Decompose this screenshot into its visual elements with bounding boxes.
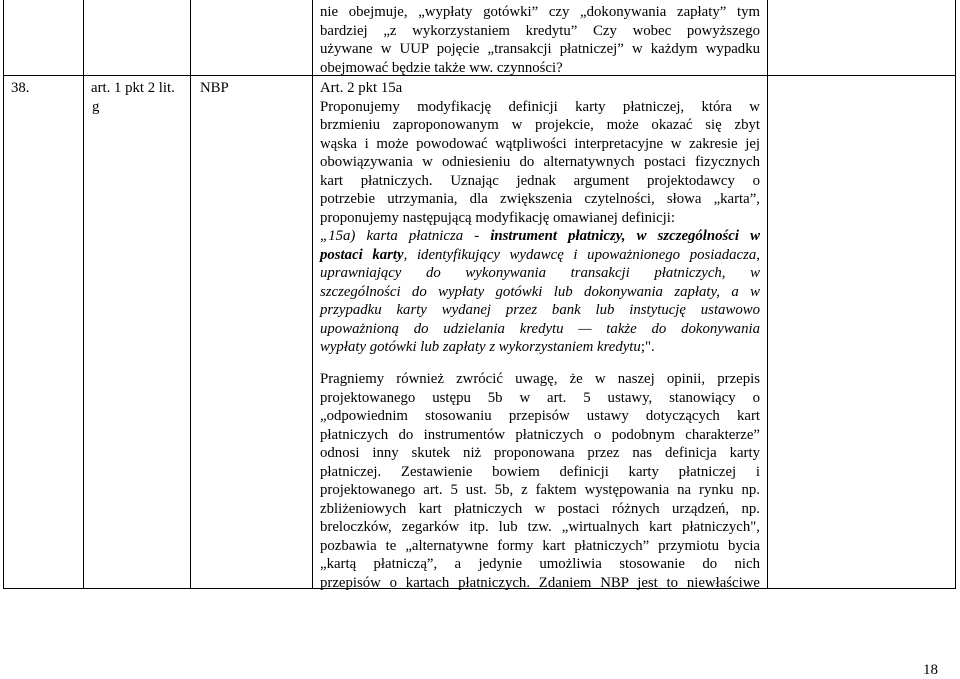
text-line: projektowanego ustępu 5b w art. 5 ustawy, stanowiący o (320, 389, 760, 406)
article-reference-line1: art. 1 pkt 2 lit. (91, 80, 175, 96)
heading-text: Art. 2 pkt 15a (320, 80, 403, 96)
proposal-paragraph (320, 98, 760, 228)
text-line: szczególności do wypłaty gotówki lub dokonywania zapłaty, a w (320, 283, 760, 300)
text-line: obejmować będzie także ww. czynności? (320, 59, 563, 76)
text-line: potrzebie utrzymania, dla zwiększenia czytelności, słowa „karta”, (320, 191, 760, 207)
text-line: uprawniający do wykonywania transakcji płatniczych, w (320, 265, 760, 281)
article-heading (320, 79, 760, 98)
text-line: breloczków, zegarków itp. lub tzw. „wirtualnych kart płatniczych", (320, 519, 760, 535)
text-line: Pragniemy również zwrócić uwagę, że w naszej opinii, przepis (320, 371, 760, 387)
text-line (320, 246, 760, 265)
page-number: 18 (923, 662, 938, 678)
text-line: obowiązywania w odniesieniu do alternatywnych postaci fizycznych (320, 154, 760, 170)
submitter: NBP (200, 80, 229, 96)
text-line: wąska i może powodować wątpliwości interpretacyjne w zakresie jej (320, 135, 760, 152)
text-line: przypadku karty wydanej przez bank lub instytucję ustawowo (320, 302, 760, 318)
text-line: „odpowiednim stosowaniu przepisów ustawy dotyczących kart (320, 408, 760, 424)
quote-continuation: , identyfikujący wydawcę i upoważnionego posiadacza, (403, 246, 760, 263)
text-line (320, 227, 760, 246)
row-number: 38. (11, 80, 30, 96)
text-line: nie obejmuje, „wypłaty gotówki” czy „dokonywania zapłaty” tym (320, 4, 760, 20)
previous-row-text (320, 3, 760, 77)
table-border-right (955, 0, 956, 588)
text-line: używane w UUP pojęcie „transakcji płatniczej” w każdym wypadku (320, 41, 760, 57)
quote-bold-part: instrument płatniczy, w szczególności w (490, 228, 760, 244)
quote-closing: ;". (640, 339, 655, 355)
table-divider-4 (767, 0, 768, 588)
text-line: projektowanego art. 5 ust. 5b, z faktem występowania na rynku np. (320, 482, 760, 498)
table-border-left (3, 0, 4, 588)
text-line: bardziej „z wykorzystaniem kredytu” Czy wobec powyższego (320, 22, 760, 39)
quoted-definition (320, 227, 760, 357)
quote-start: „15a) karta płatnicza - (320, 228, 491, 244)
text-line: odnosi inny skutek niż proponowana przez nas definicja karty (320, 445, 760, 461)
table-divider-3 (312, 0, 313, 588)
text-line: kart płatniczych. Uznając jednak argument projektodawcy o (320, 172, 760, 189)
remark-paragraph (320, 370, 760, 592)
quote-bold-part: postaci karty (320, 246, 404, 263)
text-line: Proponujemy modyfikację definicji karty płatniczej, która w (320, 98, 760, 115)
text-line: pozbawia te „alternatywne formy kart płatniczych” przymiotu bycia (320, 537, 760, 554)
text-line: przepisów o kartach płatniczych. Zdaniem NBP jest to niewłaściwe (320, 574, 760, 591)
text-line (320, 338, 760, 357)
table-divider-1 (83, 0, 84, 588)
text-line: płatniczej. Zestawienie bowiem definicji karty płatniczej i (320, 463, 760, 480)
text-line: płatniczych do instrumentów płatniczych o podobnym charakterze” (320, 426, 760, 443)
text-line: „kartą płatniczą”, a jedynie umożliwia stosowanie do nich (320, 556, 760, 572)
text-line: brzmieniu zaproponowanym w projekcie, może okazać się zbyt (320, 117, 760, 133)
quote-end: wypłaty gotówki lub zapłaty z wykorzystaniem kredytu (320, 339, 641, 355)
text-line: zbliżeniowych kart płatniczych w postaci różnych urządzeń, np. (320, 500, 760, 517)
text-line: proponujemy następującą modyfikację omawianej definicji: (320, 209, 676, 226)
article-reference (91, 79, 175, 116)
article-reference-line2: g (92, 98, 100, 115)
table-divider-2 (190, 0, 191, 588)
text-line: upoważnioną do udzielania kredytu — także do dokonywania (320, 320, 760, 337)
